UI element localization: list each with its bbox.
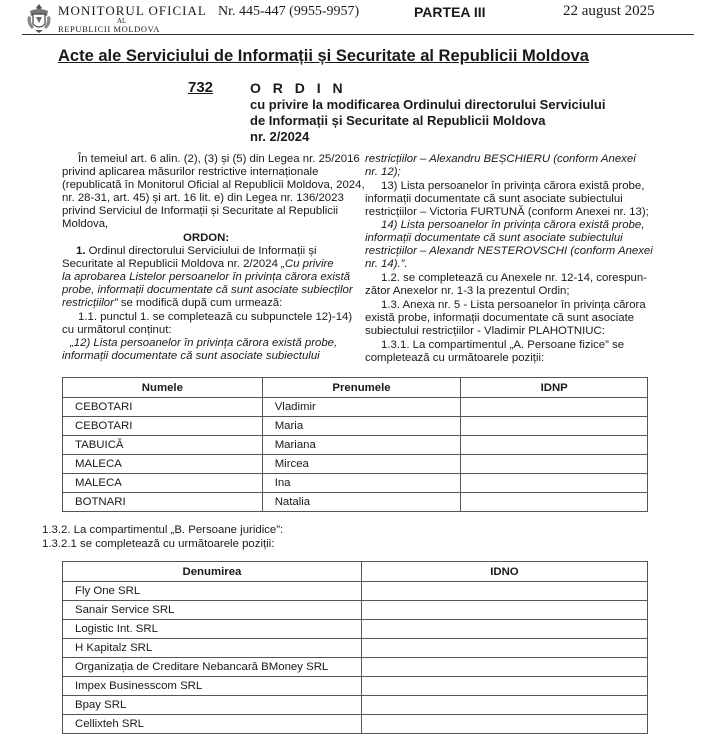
table-row bbox=[63, 398, 648, 417]
cell-company-name: H Kapitalz SRL bbox=[63, 639, 362, 658]
cell-company-name: Cellixteh SRL bbox=[63, 715, 362, 734]
table-row bbox=[63, 677, 648, 696]
p12-line: informații documentate că sunt asociate subiectului bbox=[62, 350, 320, 362]
right-line: 14) Lista persoanelor în privința cărora există probe, bbox=[381, 219, 645, 231]
right-line: restricțiilor – Alexandru BEȘCHIERU (conform Anexei bbox=[365, 153, 636, 165]
cell-idnp bbox=[461, 455, 648, 474]
p1-text-italic: „Cu privire bbox=[281, 258, 334, 270]
persons-table bbox=[62, 377, 648, 512]
cell-idno bbox=[361, 677, 647, 696]
act-number: 732 bbox=[188, 79, 214, 96]
table-row bbox=[63, 715, 648, 734]
table-row bbox=[63, 639, 648, 658]
table-header-row bbox=[63, 562, 648, 582]
issue-number: Nr. 445-447 (9955-9957) bbox=[218, 4, 360, 19]
intro-line: (republicată în Monitorul Oficial al Republicii Moldova, 2024, bbox=[62, 179, 365, 191]
p1-text-italic: restricțiilor” bbox=[62, 297, 118, 309]
right-line: completează cu următoarele poziții: bbox=[365, 352, 545, 364]
intro-line: privind aplicarea măsurilor restrictive internaționale bbox=[62, 166, 319, 178]
cell-idno bbox=[361, 601, 647, 620]
part-label: PARTEA III bbox=[414, 4, 486, 20]
table-row bbox=[63, 493, 648, 512]
right-line: există probe, informații documentate că sunt asociate bbox=[365, 312, 635, 324]
table-row bbox=[63, 417, 648, 436]
right-line: 1.3.1. La compartimentul „A. Persoane fizice” se bbox=[381, 339, 625, 351]
intro-line: privind Serviciul de Informații și Securitate al Republicii bbox=[62, 205, 339, 217]
cell-company-name: Sanair Service SRL bbox=[63, 601, 362, 620]
publication-name: MONITORUL OFICIAL bbox=[58, 3, 207, 18]
right-line: informații documentate că sunt asociate subiectului bbox=[365, 193, 623, 205]
ordon-heading: ORDON: bbox=[183, 232, 230, 244]
header-divider bbox=[22, 34, 694, 35]
cell-company-name: Fly One SRL bbox=[63, 582, 362, 601]
p1-line: probe, informații documentate că sunt asociate subiecților bbox=[62, 284, 353, 296]
column-header: Denumirea bbox=[63, 562, 362, 582]
p1-text: Ordinul directorului Serviciului de Informații și bbox=[88, 245, 317, 257]
after-table-line: 1.3.2. La compartimentul „B. Persoane juridice”: bbox=[42, 524, 284, 536]
right-line: zător Anexelor nr. 1-3 la prezentul Ordin; bbox=[365, 285, 570, 297]
intro-line: Moldova, bbox=[62, 218, 109, 230]
cell-surname: TABUICĂ bbox=[63, 436, 263, 455]
p12-line: „12) Lista persoanelor în privința cărora există probe, bbox=[70, 337, 338, 349]
p1-line: la aprobarea Listelor persoanelor în privința cărora există bbox=[62, 271, 351, 283]
p1-line bbox=[62, 258, 334, 271]
right-line: 13) Lista persoanelor în privința cărora există probe, bbox=[381, 180, 645, 192]
table-row bbox=[63, 601, 648, 620]
column-header: Prenumele bbox=[262, 378, 461, 398]
act-title-line: nr. 2/2024 bbox=[250, 129, 310, 144]
right-line: nr. 12); bbox=[365, 166, 401, 178]
cell-company-name: Organizația de Creditare Nebancară BMoney SRL bbox=[63, 658, 362, 677]
cell-firstname: Ina bbox=[262, 474, 461, 493]
cell-idnp bbox=[461, 436, 648, 455]
cell-idno bbox=[361, 696, 647, 715]
firms-table bbox=[62, 561, 648, 734]
right-line: informații documentate că sunt asociate subiectului bbox=[365, 232, 623, 244]
cell-firstname: Natalia bbox=[262, 493, 461, 512]
table-row bbox=[63, 620, 648, 639]
right-line: 1.2. se completează cu Anexele nr. 12-14, corespun- bbox=[381, 272, 647, 284]
act-title-line: cu privire la modificarea Ordinului directorului Serviciului bbox=[250, 97, 606, 112]
table-row bbox=[63, 455, 648, 474]
table-row bbox=[63, 582, 648, 601]
cell-idnp bbox=[461, 417, 648, 436]
p1-line bbox=[76, 245, 317, 258]
cell-surname: CEBOTARI bbox=[63, 398, 263, 417]
intro-line: nr. 28-31, art. 45) și art. 16 lit. e) din Legea nr. 136/2023 bbox=[62, 192, 344, 204]
table-row bbox=[63, 696, 648, 715]
publication-al: AL bbox=[117, 17, 127, 25]
right-line: nr. 14).”. bbox=[365, 258, 408, 270]
cell-idno bbox=[361, 620, 647, 639]
after-table-line: 1.3.2.1 se completează cu următoarele poziții: bbox=[42, 538, 275, 550]
issue-date: 22 august 2025 bbox=[563, 3, 655, 19]
cell-idno bbox=[361, 639, 647, 658]
cell-firstname: Mariana bbox=[262, 436, 461, 455]
publication-republic: REPUBLICII MOLDOVA bbox=[58, 24, 161, 34]
intro-line: În temeiul art. 6 alin. (2), (3) și (5) din Legea nr. 25/2016 bbox=[78, 153, 360, 165]
column-header: IDNO bbox=[361, 562, 647, 582]
cell-idno bbox=[361, 658, 647, 677]
act-title-line: de Informații și Securitate al Republicii Moldova bbox=[250, 113, 546, 128]
cell-company-name: Impex Businesscom SRL bbox=[63, 677, 362, 696]
right-line: restricțiilor – Alexandr NESTEROVSCHI (conform Anexei bbox=[365, 245, 653, 257]
cell-surname: BOTNARI bbox=[63, 493, 263, 512]
cell-surname: MALECA bbox=[63, 455, 263, 474]
cell-company-name: Logistic Int. SRL bbox=[63, 620, 362, 639]
table-header-row bbox=[63, 378, 648, 398]
p1-number: 1. bbox=[76, 245, 86, 257]
act-type: O R D I N bbox=[250, 80, 347, 96]
cell-firstname: Maria bbox=[262, 417, 461, 436]
section-heading: Acte ale Serviciului de Informații și Securitate al Republicii Moldova bbox=[58, 47, 589, 65]
column-header: IDNP bbox=[461, 378, 648, 398]
right-line: 1.3. Anexa nr. 5 - Lista persoanelor în privința cărora bbox=[381, 299, 646, 311]
cell-surname: MALECA bbox=[63, 474, 263, 493]
p1-1-line: cu următorul conținut: bbox=[62, 324, 172, 336]
table-row bbox=[63, 436, 648, 455]
table-row bbox=[63, 474, 648, 493]
cell-surname: CEBOTARI bbox=[63, 417, 263, 436]
right-line: subiectului restricțiilor - Vladimir PLAHOTNIUC: bbox=[365, 325, 605, 337]
column-header: Numele bbox=[63, 378, 263, 398]
right-line: restricțiilor – Victoria FURTUNĂ (conform Anexei nr. 13); bbox=[365, 206, 649, 218]
cell-firstname: Mircea bbox=[262, 455, 461, 474]
moldova-coat-of-arms-icon bbox=[26, 2, 52, 34]
p1-1-line: 1.1. punctul 1. se completează cu subpunctele 12)-14) bbox=[78, 311, 353, 323]
p1-line bbox=[62, 297, 282, 310]
cell-firstname: Vladimir bbox=[262, 398, 461, 417]
cell-idnp bbox=[461, 398, 648, 417]
p1-text: se modifică după cum urmează: bbox=[117, 297, 283, 309]
table-row bbox=[63, 658, 648, 677]
cell-idnp bbox=[461, 493, 648, 512]
p1-text: Securitate al Republicii Moldova nr. 2/2024 bbox=[62, 258, 282, 270]
cell-company-name: Bpay SRL bbox=[63, 696, 362, 715]
cell-idnp bbox=[461, 474, 648, 493]
cell-idno bbox=[361, 582, 647, 601]
cell-idno bbox=[361, 715, 647, 734]
